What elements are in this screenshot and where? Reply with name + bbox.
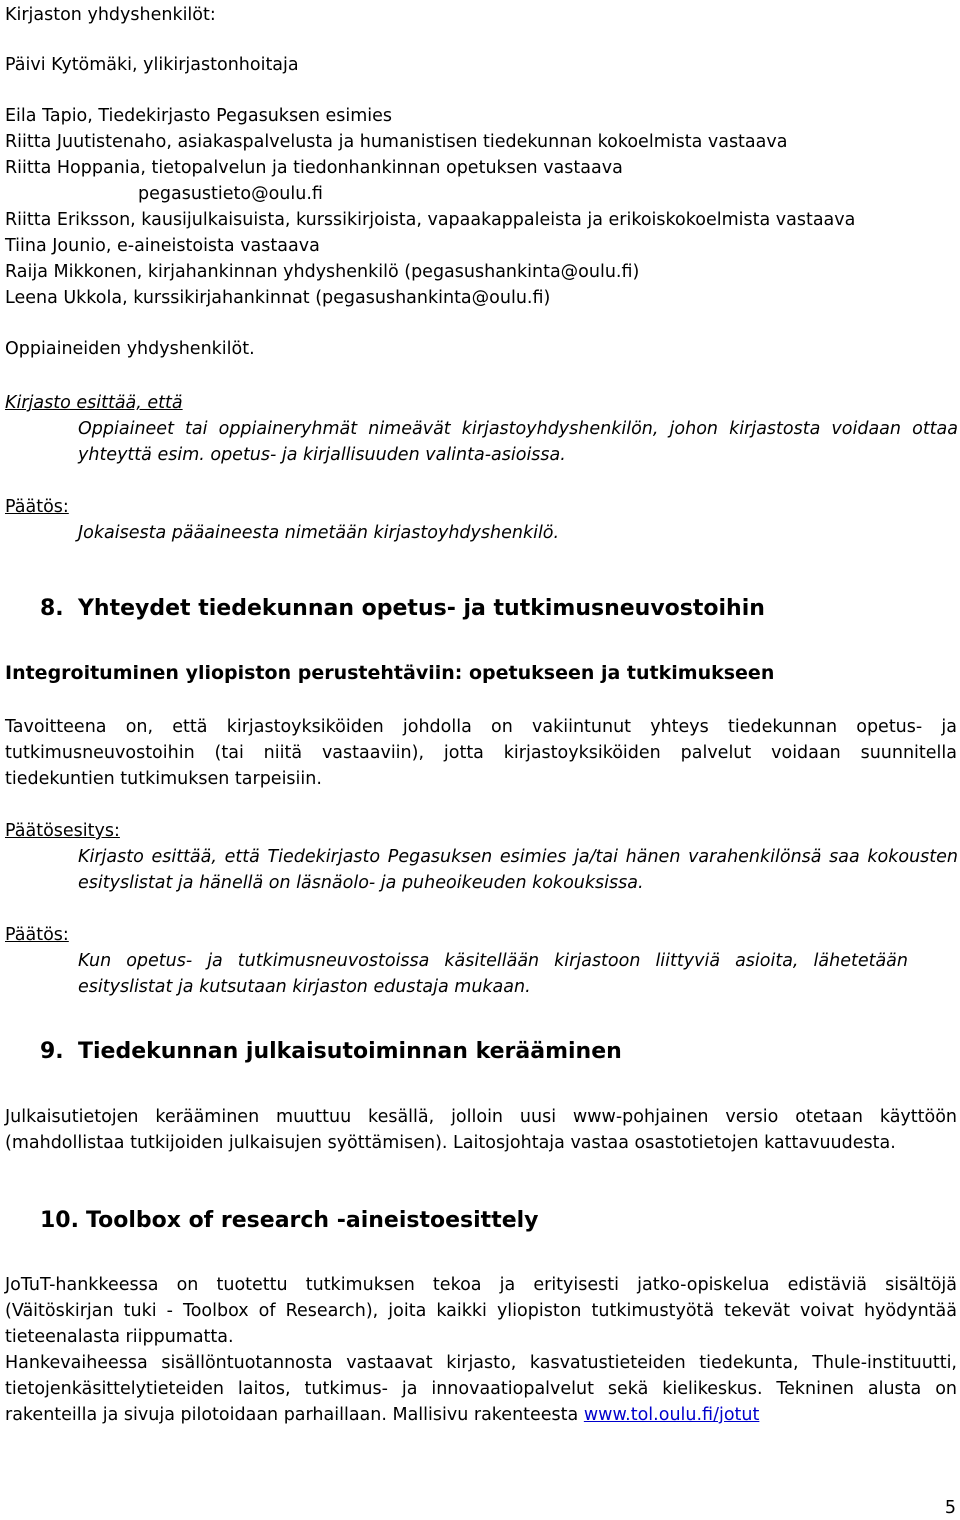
- section8-proposal-label: Päätösesitys:: [5, 821, 120, 841]
- section10-title: Toolbox of research -aineistoesittely: [86, 1208, 539, 1233]
- contact-line: Eila Tapio, Tiedekirjasto Pegasuksen esimies: [5, 106, 393, 126]
- section10-number: 10.: [40, 1208, 79, 1233]
- section8-decision-text: Kun opetus- ja tutkimusneuvostoissa käsitellään kirjastoon liittyviä asioita, lähetetään esityslistat ja kutsutaan kirjaston edustaja mukaan.: [78, 951, 908, 997]
- contacts-heading: Kirjaston yhdyshenkilöt:: [5, 5, 216, 25]
- contact-email: pegasustieto@oulu.fi: [138, 184, 323, 204]
- contact-line: Leena Ukkola, kurssikirjahankinnat (pegasushankinta@oulu.fi): [5, 288, 551, 308]
- contact-line: Riitta Hoppania, tietopalvelun ja tiedonhankinnan opetuksen vastaava: [5, 158, 623, 178]
- contact-line: Tiina Jounio, e-aineistoista vastaava: [5, 236, 320, 256]
- section10-body2: Hankevaiheessa sisällöntuotannosta vastaavat kirjasto, kasvatustieteiden tiedekunta, Thule-instituutti, tietojenkäsittelytieteiden laitos, tutkimus- ja innovaatiopalvelut sekä kielikeskus. Tekninen alusta on rakenteilla ja sivuja pilotoidaan parhaillaan. Mallisivu rakenteesta: [5, 1353, 957, 1425]
- section8-subtitle: Integroituminen yliopiston perustehtäviin: opetukseen ja tutkimukseen: [5, 662, 775, 684]
- section8-decision-label: Päätös:: [5, 925, 69, 945]
- section8-number: 8.: [40, 596, 64, 621]
- contact-line: Riitta Eriksson, kausijulkaisuista, kurssikirjoista, vapaakappaleista ja erikoiskokoelmista vastaava: [5, 210, 856, 230]
- subjects-proposal-text: Oppiaineet tai oppiaineryhmät nimeävät kirjastoyhdyshenkilön, johon kirjastosta voidaan ottaa yhteyttä esim. opetus- ja kirjallisuuden valinta-asioissa.: [78, 419, 958, 465]
- subjects-decision-text: Jokaisesta pääaineesta nimetään kirjastoyhdyshenkilö.: [78, 523, 560, 543]
- section9-title: Tiedekunnan julkaisutoiminnan kerääminen: [78, 1039, 622, 1064]
- section8-body: Tavoitteena on, että kirjastoyksiköiden johdolla on vakiintunut yhteys tiedekunnan opetus- ja tutkimusneuvostoihin (tai niitä vastaaviin), jotta kirjastoyksiköiden palvelut voidaan suunnitella tiedekuntien tutkimuksen tarpeisiin.: [5, 717, 957, 789]
- contact-line: Päivi Kytömäki, ylikirjastonhoitaja: [5, 55, 299, 75]
- jotut-link[interactable]: www.tol.oulu.fi/jotut: [583, 1405, 760, 1425]
- subjects-proposal-label: Kirjasto esittää, että: [5, 393, 183, 413]
- contact-line: Raija Mikkonen, kirjahankinnan yhdyshenkilö (pegasushankinta@oulu.fi): [5, 262, 640, 282]
- section10-body2-wrap: [5, 1350, 957, 1428]
- subjects-heading: Oppiaineiden yhdyshenkilöt.: [5, 339, 255, 359]
- section10-body1: JoTuT-hankkeessa on tuotettu tutkimuksen tekoa ja erityisesti jatko-opiskelua edistäviä sisältöjä (Väitöskirjan tuki - Toolbox of Research), joita kaikki yliopiston tutkimustyötä tekevät voivat hyödyntää tieteenalasta riippumatta.: [5, 1275, 957, 1347]
- section8-title: Yhteydet tiedekunnan opetus- ja tutkimusneuvostoihin: [78, 596, 765, 621]
- section8-proposal-text: Kirjasto esittää, että Tiedekirjasto Pegasuksen esimies ja/tai hänen varahenkilönsä saa kokousten esityslistat ja hänellä on läsnäolo- ja puheoikeuden kokouksissa.: [78, 847, 958, 893]
- section9-number: 9.: [40, 1039, 64, 1064]
- page-number: 5: [944, 1498, 956, 1518]
- section9-body: Julkaisutietojen kerääminen muuttuu kesällä, jolloin uusi www-pohjainen versio otetaan käyttöön (mahdollistaa tutkijoiden julkaisujen syöttämisen). Laitosjohtaja vastaa osastotietojen kattavuudesta.: [5, 1107, 957, 1153]
- contact-line: Riitta Juutistenaho, asiakaspalvelusta ja humanistisen tiedekunnan kokoelmista vastaava: [5, 132, 788, 152]
- subjects-decision-label: Päätös:: [5, 497, 69, 517]
